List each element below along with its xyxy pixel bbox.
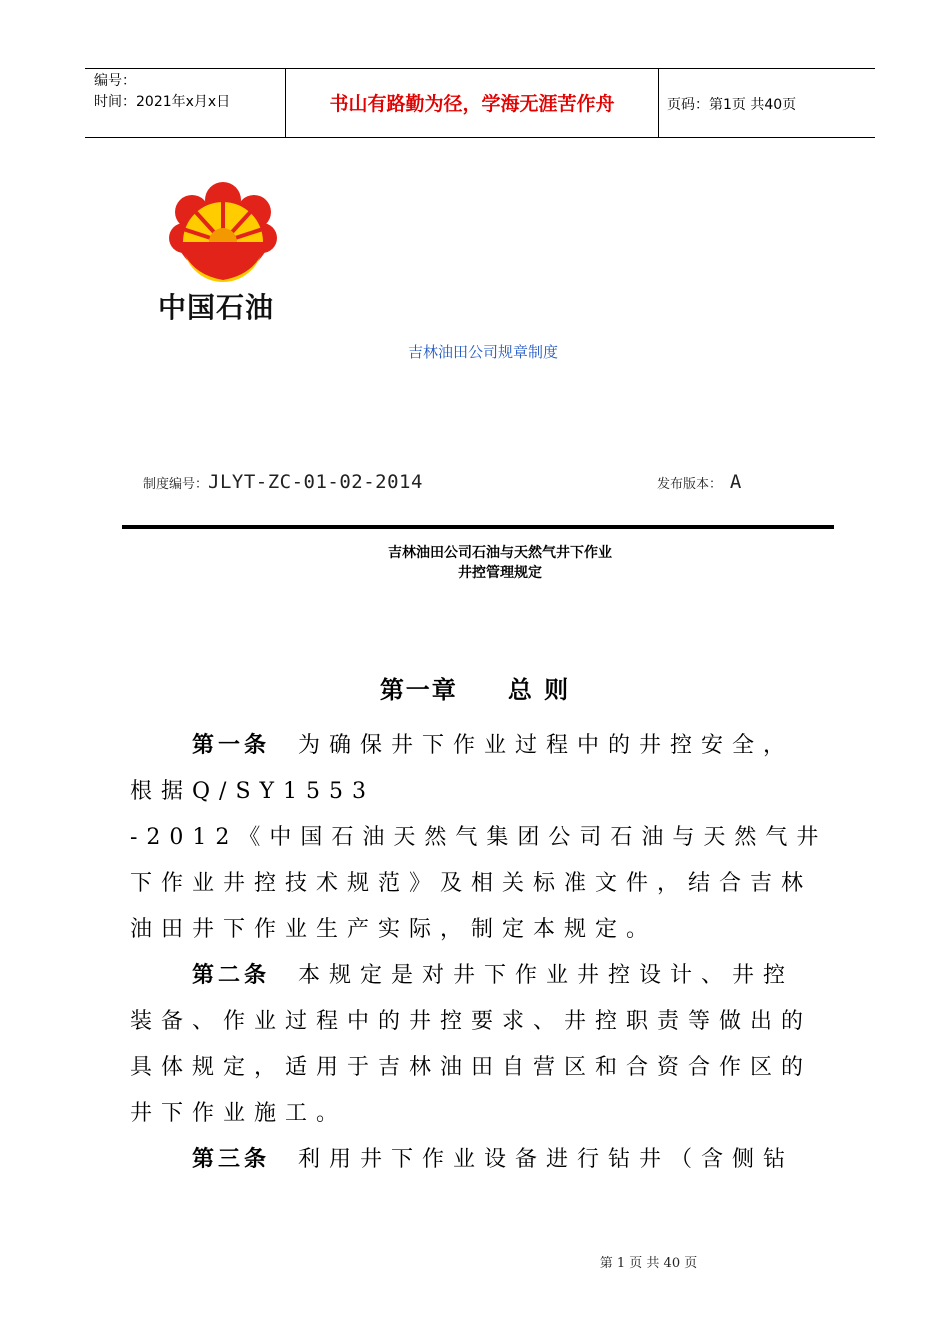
article-line: 油田井下作业生产实际，制定本规定。 bbox=[130, 917, 658, 942]
article-line: 井下作业施工。 bbox=[130, 1101, 348, 1126]
serial-label: 编号： bbox=[94, 73, 136, 89]
article-line bbox=[130, 723, 830, 769]
page-footer: 第 1 页 共 40 页 bbox=[599, 1256, 698, 1271]
regulation-code bbox=[143, 471, 423, 493]
chapter-heading bbox=[0, 670, 950, 705]
article-label: 第二条 bbox=[192, 963, 271, 988]
article-3 bbox=[130, 1137, 830, 1183]
chapter-name: 总 则 bbox=[507, 675, 571, 704]
header-page-number: 页码：第1页 共40页 bbox=[667, 97, 797, 113]
article-text: 为确保井下作业过程中的井控安全， bbox=[298, 733, 795, 758]
article-line: 装备、作业过程中的井控要求、井控职责等做出的 bbox=[130, 1009, 813, 1034]
document-title-line: 井控管理规定 bbox=[458, 565, 542, 581]
article-1 bbox=[130, 723, 830, 953]
article-line: -2012《中国石油天然气集团公司石油与天然气井 bbox=[130, 825, 828, 850]
chapter-number: 第一章 bbox=[379, 675, 458, 704]
code-label: 制度编号： bbox=[143, 477, 209, 492]
company-regulation-label: 吉林油田公司规章制度 bbox=[407, 343, 558, 361]
article-label: 第一条 bbox=[192, 733, 271, 758]
article-2 bbox=[130, 953, 830, 1137]
title-rule bbox=[122, 525, 834, 529]
document-title bbox=[0, 543, 950, 583]
article-line: 下作业井控技术规范》及相关标准文件，结合吉林 bbox=[130, 871, 813, 896]
petrochina-emblem-icon bbox=[168, 180, 278, 282]
article-line: 根据Q/SY1553 bbox=[130, 779, 376, 804]
header-motto: 书山有路勤为径，学海无涯苦作舟 bbox=[329, 93, 615, 115]
time-label: 时间：2021年x月x日 bbox=[94, 94, 231, 110]
header-divider bbox=[658, 69, 659, 137]
petrochina-logo bbox=[158, 180, 288, 325]
version-value: A bbox=[729, 471, 742, 493]
logo-wordmark: 中国石油 bbox=[158, 291, 275, 324]
article-text: 利用井下作业设备进行钻井（含侧钻 bbox=[298, 1147, 795, 1172]
document-title-line: 吉林油田公司石油与天然气井下作业 bbox=[388, 545, 612, 561]
release-version bbox=[657, 471, 741, 493]
article-label: 第三条 bbox=[192, 1147, 271, 1172]
page-header bbox=[85, 68, 875, 138]
article-line: 具体规定，适用于吉林油田自营区和合资合作区的 bbox=[130, 1055, 813, 1080]
version-label: 发布版本： bbox=[657, 477, 723, 492]
article-line bbox=[130, 953, 830, 999]
code-value: JLYT-ZC-01-02-2014 bbox=[208, 471, 423, 493]
article-line bbox=[130, 1137, 830, 1183]
article-text: 本规定是对井下作业井控设计、井控 bbox=[298, 963, 795, 988]
header-info bbox=[94, 71, 284, 113]
